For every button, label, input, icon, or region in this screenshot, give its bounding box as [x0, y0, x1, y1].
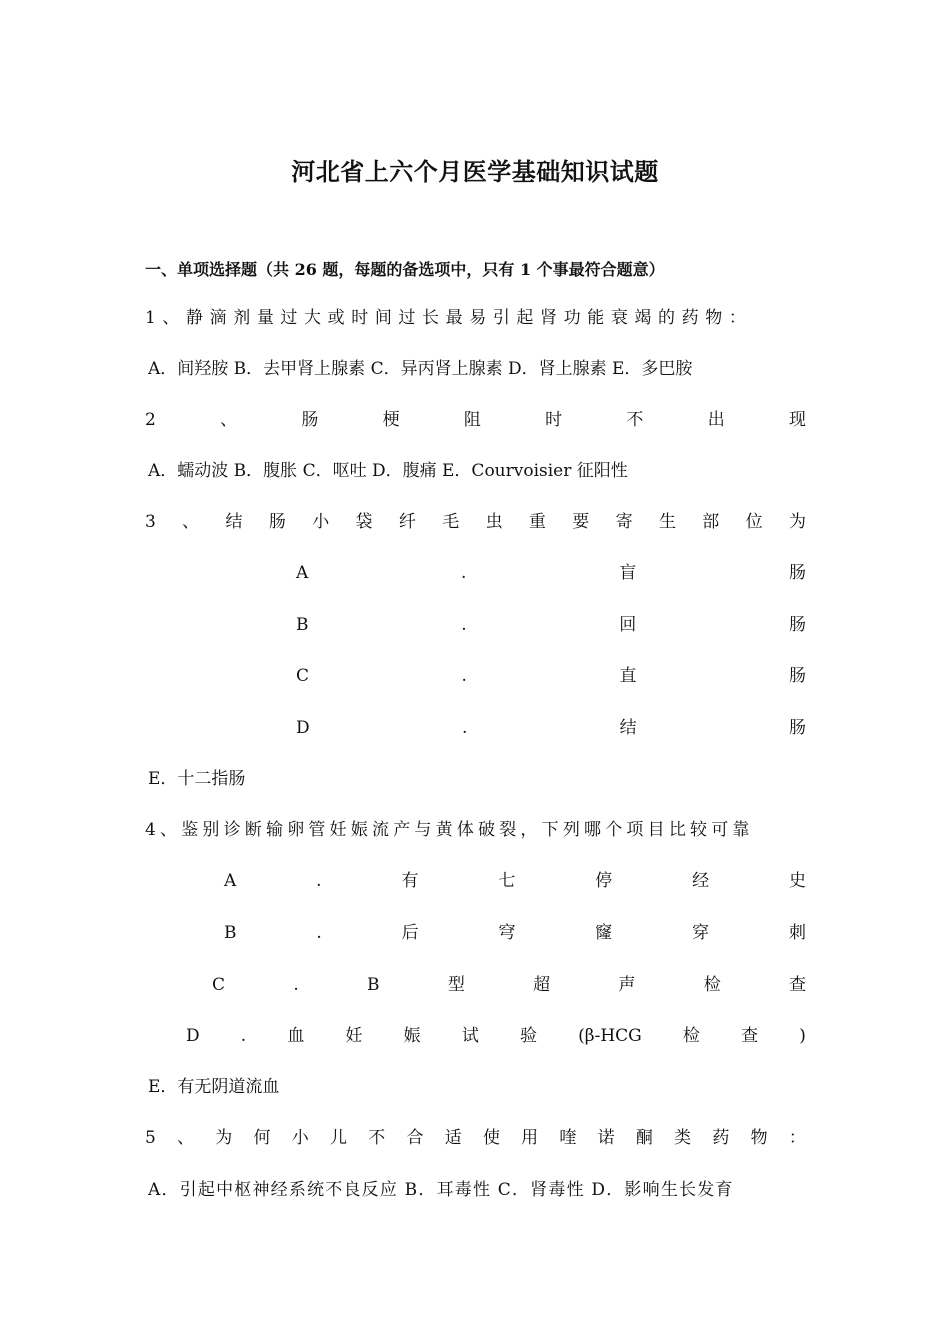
question-5-stem: 5 、 为 何 小 儿 不 合 适 使 用 喹 诺 酮 类 药 物 ： — [145, 1128, 806, 1148]
section-heading: 一、单项选择题（共 26 题，每题的备选项中，只有 1 个事最符合题意） — [145, 260, 665, 279]
question-3-option-c: C . 直 肠 — [296, 666, 806, 686]
question-1-options: A．间羟胺 B．去甲肾上腺素 C．异丙肾上腺素 D．肾上腺素 E．多巴胺 — [148, 359, 693, 379]
question-2-stem: 2 、 肠 梗 阻 时 不 出 现 — [145, 410, 806, 430]
question-4-option-c: C . B 型 超 声 检 查 — [212, 975, 806, 995]
document-title: 河北省上六个月医学基础知识试题 — [291, 157, 659, 186]
question-3-stem: 3 、 结 肠 小 袋 纤 毛 虫 重 要 寄 生 部 位 为 — [145, 512, 806, 532]
question-4-option-d: D . 血 妊 娠 试 验 (β-HCG 检 查 ) — [186, 1026, 806, 1046]
question-2-options: A．蠕动波 B．腹胀 C．呕吐 D．腹痛 E．Courvoisier 征阳性 — [148, 461, 628, 481]
question-3-option-d: D . 结 肠 — [296, 718, 806, 738]
question-4-option-e: E．有无阴道流血 — [148, 1077, 280, 1097]
question-3-option-b: B . 回 肠 — [296, 615, 806, 635]
question-1-stem: 1、静滴剂量过大或时间过长最易引起肾功能衰竭的药物： — [145, 308, 753, 328]
question-3-option-e: E．十二指肠 — [148, 769, 246, 789]
question-4-option-a: A . 有 七 停 经 史 — [224, 871, 806, 891]
question-4-stem: 4、鉴别诊断输卵管妊娠流产与黄体破裂，下列哪个项目比较可靠 — [145, 820, 754, 840]
question-3-option-a: A . 盲 肠 — [296, 563, 806, 583]
question-5-options: A．引起中枢神经系统不良反应 B．耳毒性 C．肾毒性 D．影响生长发育 — [148, 1180, 734, 1200]
question-4-option-b: B . 后 穹 窿 穿 刺 — [224, 923, 806, 943]
